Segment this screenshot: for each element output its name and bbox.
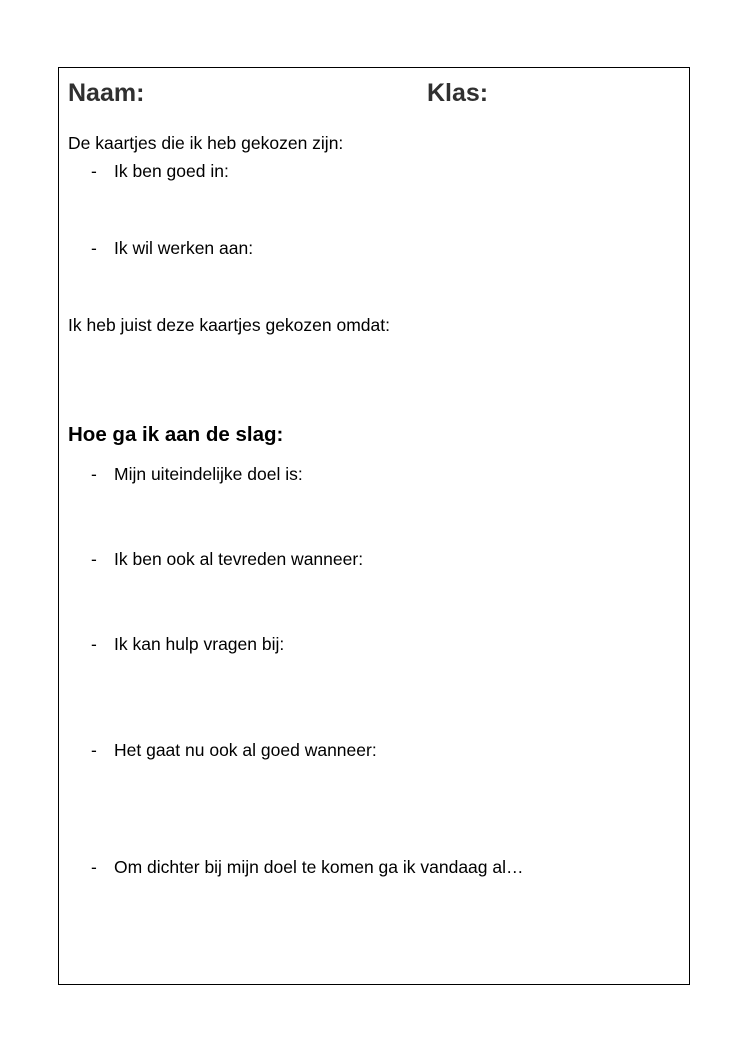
plan-section-title: Hoe ga ik aan de slag: xyxy=(68,423,284,446)
list-item-satisfied-when: Ik ben ook al tevreden wanneer: xyxy=(114,549,364,569)
list-item-ask-help: Ik kan hulp vragen bij: xyxy=(114,634,285,654)
list-marker: - xyxy=(91,857,97,877)
name-label: Naam: xyxy=(68,79,145,107)
reason-text: Ik heb juist deze kaartjes gekozen omdat: xyxy=(68,315,390,335)
list-marker: - xyxy=(91,161,97,181)
list-item-going-well: Het gaat nu ook al goed wanneer: xyxy=(114,740,377,760)
list-marker: - xyxy=(91,634,97,654)
list-marker: - xyxy=(91,549,97,569)
class-label: Klas: xyxy=(427,79,489,107)
list-item-final-goal: Mijn uiteindelijke doel is: xyxy=(114,464,303,484)
list-marker: - xyxy=(91,740,97,760)
cards-intro: De kaartjes die ik heb gekozen zijn: xyxy=(68,133,344,153)
list-item-today-action: Om dichter bij mijn doel te komen ga ik vandaag al… xyxy=(114,857,524,877)
list-item-work-on: Ik wil werken aan: xyxy=(114,238,254,258)
worksheet-frame xyxy=(58,67,690,985)
list-marker: - xyxy=(91,238,97,258)
list-marker: - xyxy=(91,464,97,484)
list-item-good-at: Ik ben goed in: xyxy=(114,161,229,181)
